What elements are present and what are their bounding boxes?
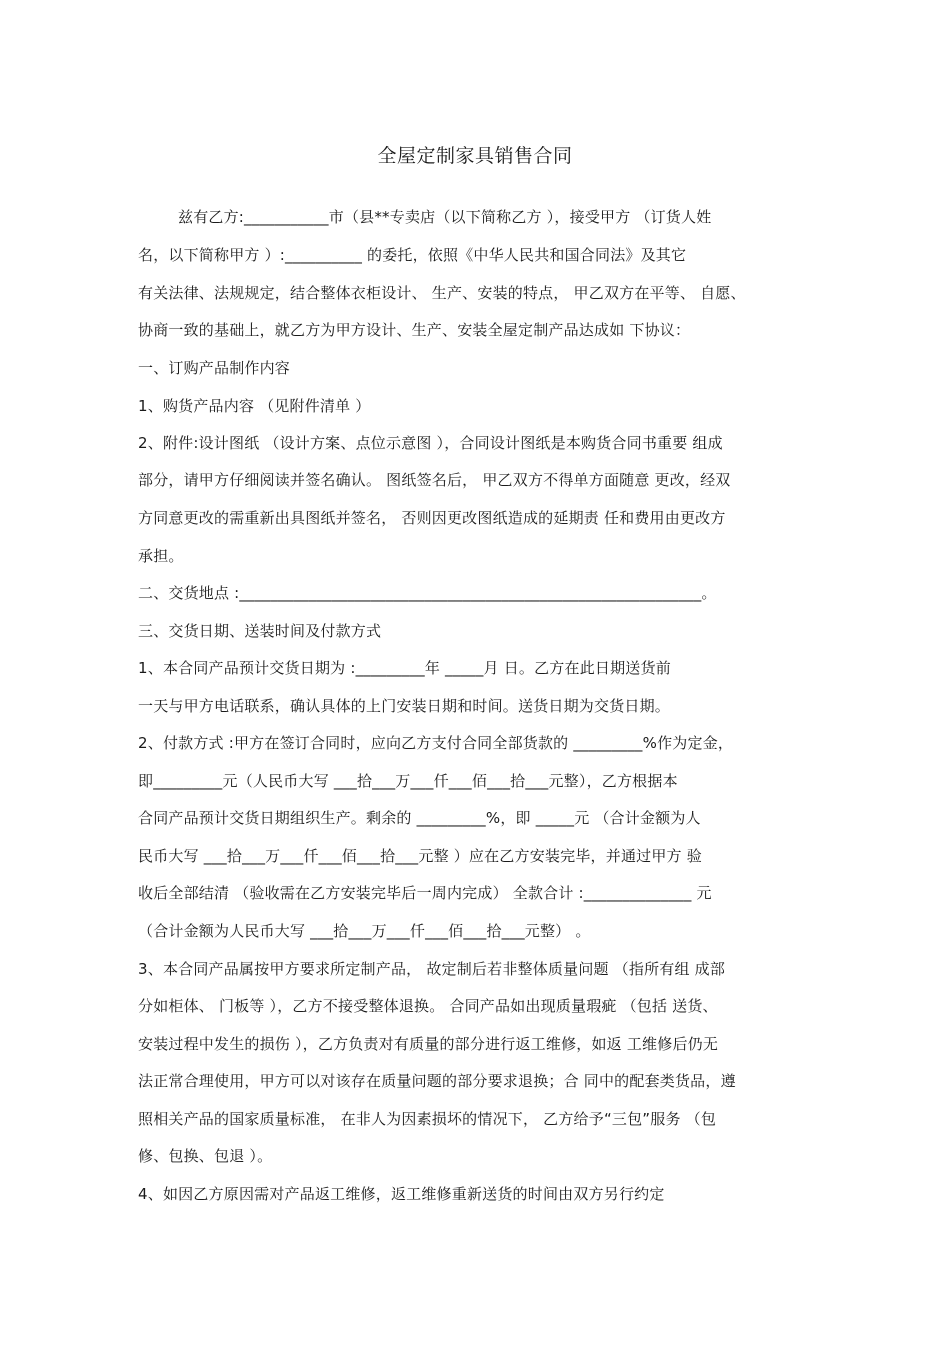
body-line: 法正常合理使用，甲方可以对该存在质量问题的部分要求退换；合 同中的配套类货品，遵 <box>138 1072 736 1090</box>
section-heading: 一、订购产品制作内容 <box>138 359 291 377</box>
body-line: 1、购货产品内容 （见附件清单 ） <box>138 397 371 415</box>
body-line: （合计金额为人民币大写 ___拾___万___仟___佰___拾___元整） 。 <box>138 922 591 940</box>
body-line: 部分，请甲方仔细阅读并签名确认。 图纸签名后， 甲乙双方不得单方面随意 更改，经双 <box>138 471 731 489</box>
body-line: 安装过程中发生的损伤 ），乙方负责对有质量的部分进行返工维修，如返 工维修后仍无 <box>138 1035 719 1053</box>
body-line: 2、付款方式 :甲方在签订合同时，应向乙方支付合同全部货款的 _________%作为定金， <box>138 734 734 752</box>
body-line: 收后全部结清 （验收需在乙方安装完毕后一周内完成） 全款合计 :______________ 元 <box>138 884 712 902</box>
body-line: 民币大写 ___拾___万___仟___佰___拾___元整 ）应在乙方安装完毕，并通过甲方 验 <box>138 847 702 865</box>
body-line: 承担。 <box>138 547 184 565</box>
body-line: 兹有乙方:___________市（县**专卖店（以下简称乙方 ），接受甲方 （订货人姓 <box>178 208 712 226</box>
body-line: 协商一致的基础上，就乙方为甲方设计、生产、安装全屋定制产品达成如 下协议： <box>138 321 691 339</box>
body-line: 一天与甲方电话联系，确认具体的上门安装日期和时间。送货日期为交货日期。 <box>138 697 671 715</box>
body-line: 照相关产品的国家质量标准， 在非人为因素损坏的情况下， 乙方给予“三包”服务 （包 <box>138 1110 717 1128</box>
body-line: 2、附件:设计图纸 （设计方案、点位示意图 ），合同设计图纸是本购货合同书重要 组成 <box>138 434 723 452</box>
body-line: 名，以下简称甲方 ）:__________ 的委托，依照《中华人民共和国合同法》及其它 <box>138 246 687 264</box>
body-line: 合同产品预计交货日期组织生产。剩余的 _________%，即 _____元 （合计金额为人 <box>138 809 701 827</box>
body-line: 分如柜体、 门板等 ），乙方不接受整体退换。 合同产品如出现质量瑕疵 （包括 送货、 <box>138 997 718 1015</box>
body-line: 有关法律、法规规定，结合整体衣柜设计、 生产、安装的特点， 甲乙双方在平等、 自愿、 <box>138 284 746 302</box>
section-heading: 三、交货日期、送装时间及付款方式 <box>138 622 382 640</box>
section-heading: 二、交货地点 :____________________________________________________________。 <box>138 584 717 602</box>
body-line: 3、本合同产品属按甲方要求所定制产品， 故定制后若非整体质量问题 （指所有组 成部 <box>138 960 726 978</box>
body-line: 1、本合同产品预计交货日期为 :_________年 _____月 日。乙方在此日期送货前 <box>138 659 671 677</box>
page-title: 全屋定制家具销售合同 <box>377 145 573 167</box>
body-line: 4、如因乙方原因需对产品返工维修，返工维修重新送货的时间由双方另行约定 <box>138 1185 665 1203</box>
body-line: 修、包换、包退 ）。 <box>138 1147 273 1165</box>
body-line: 即_________元（人民币大写 ___拾___万___仟___佰___拾___元整），乙方根据本 <box>138 772 678 790</box>
body-line: 方同意更改的需重新出具图纸并签名， 否则因更改图纸造成的延期责 任和费用由更改方 <box>138 509 726 527</box>
